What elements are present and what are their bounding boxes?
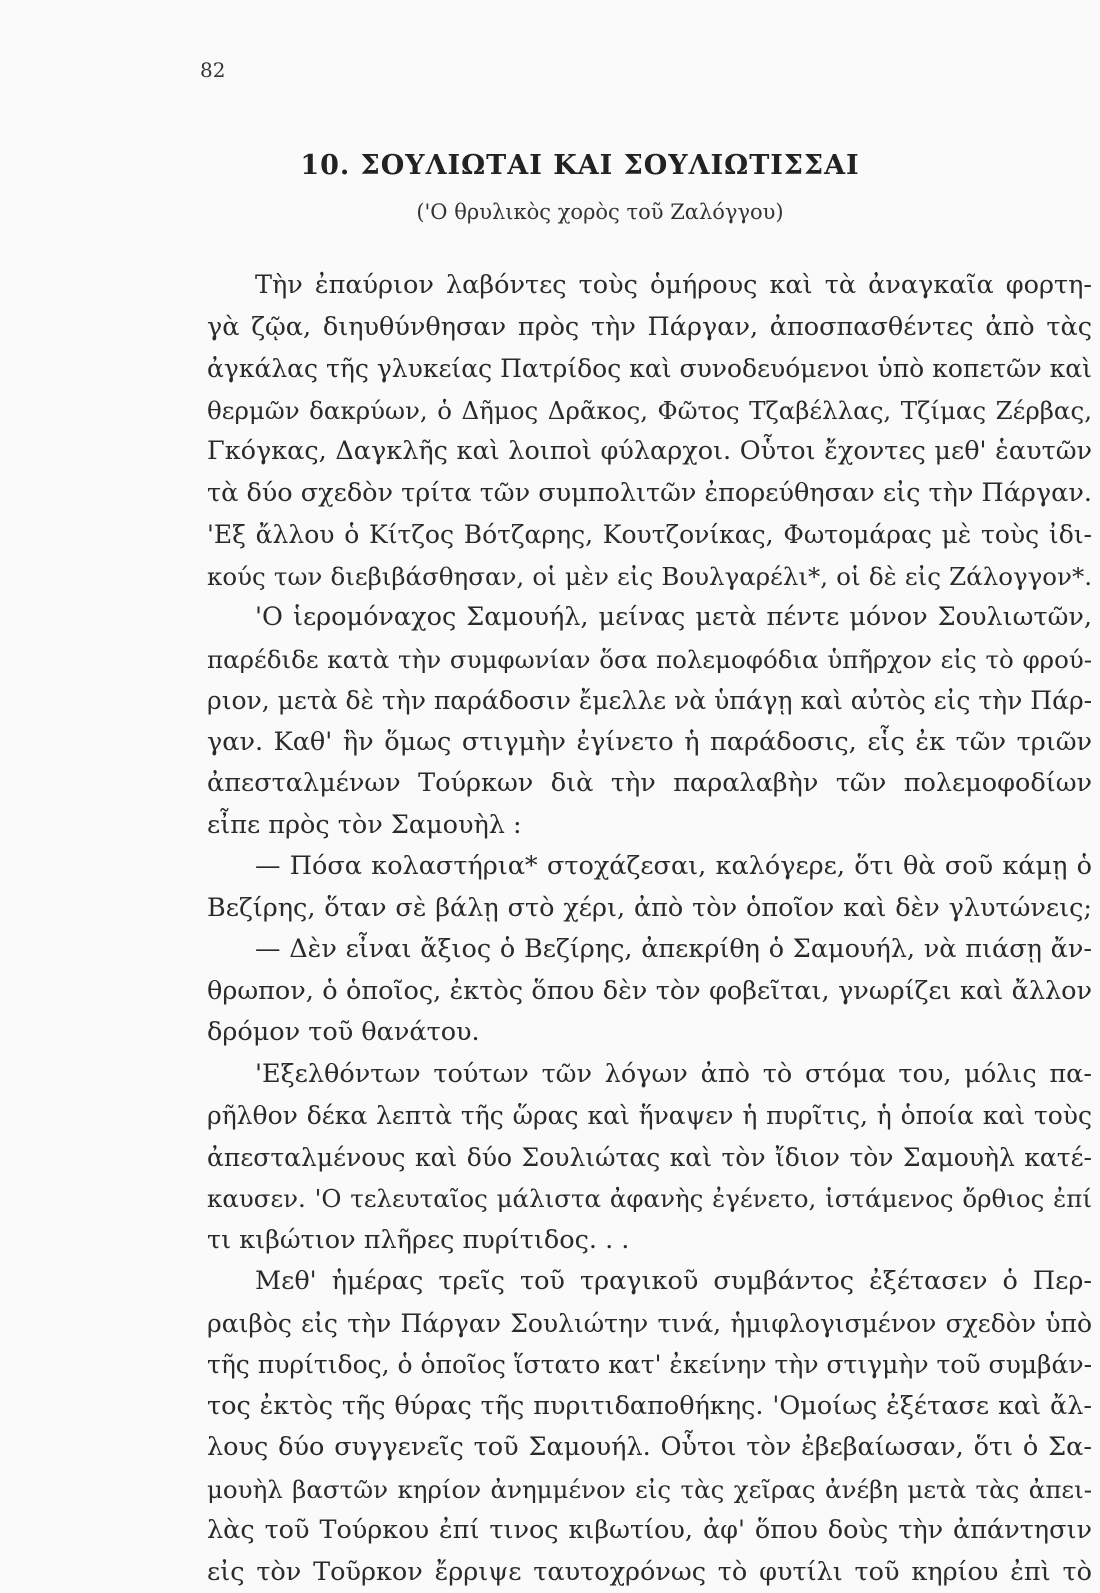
text-line: ριον, μετὰ δὲ τὴν παράδοσιν ἔμελλε νὰ ὑπάγῃ καὶ αὐτὸς εἰς τὴν Πάρ-	[207, 680, 1092, 722]
text-line: 'Εξελθόντων τούτων τῶν λόγων ἀπὸ τὸ στόμα του, μόλις πα-	[207, 1054, 1092, 1096]
text-line: 'Εξ ἄλλου ὁ Κίτζος Βότζαρης, Κουτζονίκας, Φωτομάρας μὲ τοὺς ἰδι-	[207, 514, 1092, 556]
text-line: — Πόσα κολαστήρια* στοχάζεσαι, καλόγερε, ὅτι θὰ σοῦ κάμῃ ὁ	[207, 846, 1092, 888]
text-line: εἶπε πρὸς τὸν Σαμουὴλ :	[207, 805, 1092, 847]
text-line: κούς των διεβιβάσθησαν, οἱ μὲν εἰς Βουλγαρέλι*, οἱ δὲ εἰς Ζάλογγον*.	[207, 556, 1092, 598]
text-line: 'Ο ἱερομόναχος Σαμουήλ, μείνας μετὰ πέντε μόνον Σουλιωτῶν,	[207, 597, 1092, 639]
text-line: ἀγκάλας τῆς γλυκείας Πατρίδος καὶ συνοδευόμενοι ὑπὸ κοπετῶν καὶ	[207, 348, 1092, 390]
text-line: — Δὲν εἶναι ἄξιος ὁ Βεζίρης, ἀπεκρίθη ὁ Σαμουήλ, νὰ πιάσῃ ἄν-	[207, 929, 1092, 971]
text-line: γὰ ζῷα, διηυθύνθησαν πρὸς τὴν Πάργαν, ἀποσπασθέντες ἀπὸ τὰς	[207, 307, 1092, 349]
text-line: Βεζίρης, ὅταν σὲ βάλῃ στὸ χέρι, ἀπὸ τὸν ὁποῖον καὶ δὲν γλυτώνεις;	[207, 888, 1092, 930]
text-line: μουὴλ βαστῶν κηρίον ἀνημμένον εἰς τὰς χεῖρας ἀνέβη μετὰ τὰς ἀπει-	[207, 1469, 1092, 1511]
text-line: ἀπεσταλμένους καὶ δύο Σουλιώτας καὶ τὸν ἴδιον τὸν Σαμουὴλ κατέ-	[207, 1137, 1092, 1179]
chapter-subtitle: ('Ο θρυλικὸς χορὸς τοῦ Ζαλόγγου)	[0, 200, 1100, 224]
text-line: παρέδιδε κατὰ τὴν συμφωνίαν ὅσα πολεμοφόδια ὑπῆρχον εἰς τὸ φρού-	[207, 639, 1092, 681]
page-number: 82	[200, 58, 225, 82]
text-line: ἀπεσταλμένων Τούρκων διὰ τὴν παραλαβὴν τῶν πολεμοφοδίων	[207, 763, 1092, 805]
text-line: θερμῶν δακρύων, ὁ Δῆμος Δρᾶκος, Φῶτος Τζαβέλλας, Τζίμας Ζέρβας,	[207, 390, 1092, 432]
text-line: Γκόγκας, Δαγκλῆς καὶ λοιποὶ φύλαρχοι. Οὗτοι ἔχοντες μεθ' ἑαυτῶν	[207, 431, 1092, 473]
text-line: τῆς πυρίτιδος, ὁ ὁποῖος ἵστατο κατ' ἐκείνην τὴν στιγμὴν τοῦ συμβάν-	[207, 1344, 1092, 1386]
text-line: δρόμον τοῦ θανάτου.	[207, 1012, 1092, 1054]
text-line: λὰς τοῦ Τούρκου ἐπί τινος κιβωτίου, ἀφ' ὅπου δοὺς τὴν ἀπάντησιν	[207, 1510, 1092, 1552]
chapter-title: 10. ΣΟΥΛΙΩΤΑΙ ΚΑΙ ΣΟΥΛΙΩΤΙΣΣΑΙ	[0, 150, 1100, 181]
text-line: ραιβὸς εἰς τὴν Πάργαν Σουλιώτην τινά, ἡμιφλογισμένον σχεδὸν ὑπὸ	[207, 1303, 1092, 1345]
body-text	[207, 265, 1092, 1593]
text-line: λους δύο συγγενεῖς τοῦ Σαμουήλ. Οὗτοι τὸν ἐβεβαίωσαν, ὅτι ὁ Σα-	[207, 1427, 1092, 1469]
text-line: ρῆλθον δέκα λεπτὰ τῆς ὥρας καὶ ἥναψεν ἡ πυρῖτις, ἡ ὁποία καὶ τοὺς	[207, 1095, 1092, 1137]
text-line: Μεθ' ἡμέρας τρεῖς τοῦ τραγικοῦ συμβάντος ἐξέτασεν ὁ Περ-	[207, 1261, 1092, 1303]
text-line: καυσεν. 'Ο τελευταῖος μάλιστα ἀφανὴς ἐγένετο, ἱστάμενος ὄρθιος ἐπί	[207, 1178, 1092, 1220]
text-line: γαν. Καθ' ἣν ὅμως στιγμὴν ἐγίνετο ἡ παράδοσις, εἷς ἐκ τῶν τριῶν	[207, 722, 1092, 764]
text-line: Τὴν ἐπαύριον λαβόντες τοὺς ὁμήρους καὶ τὰ ἀναγκαῖα φορτη-	[207, 265, 1092, 307]
text-line: εἰς τὸν Τοῦρκον ἔρριψε ταυτοχρόνως τὸ φυτίλι τοῦ κηρίου ἐπὶ τὸ	[207, 1552, 1092, 1593]
text-line: θρωπον, ὁ ὁποῖος, ἐκτὸς ὅπου δὲν τὸν φοβεῖται, γνωρίζει καὶ ἄλλον	[207, 971, 1092, 1013]
text-line: τι κιβώτιον πλῆρες πυρίτιδος. . .	[207, 1220, 1092, 1262]
text-line: τὰ δύο σχεδὸν τρίτα τῶν συμπολιτῶν ἐπορεύθησαν εἰς τὴν Πάργαν.	[207, 473, 1092, 515]
text-line: τος ἐκτὸς τῆς θύρας τῆς πυριτιδαποθήκης. 'Ομοίως ἐξέτασε καὶ ἄλ-	[207, 1386, 1092, 1428]
